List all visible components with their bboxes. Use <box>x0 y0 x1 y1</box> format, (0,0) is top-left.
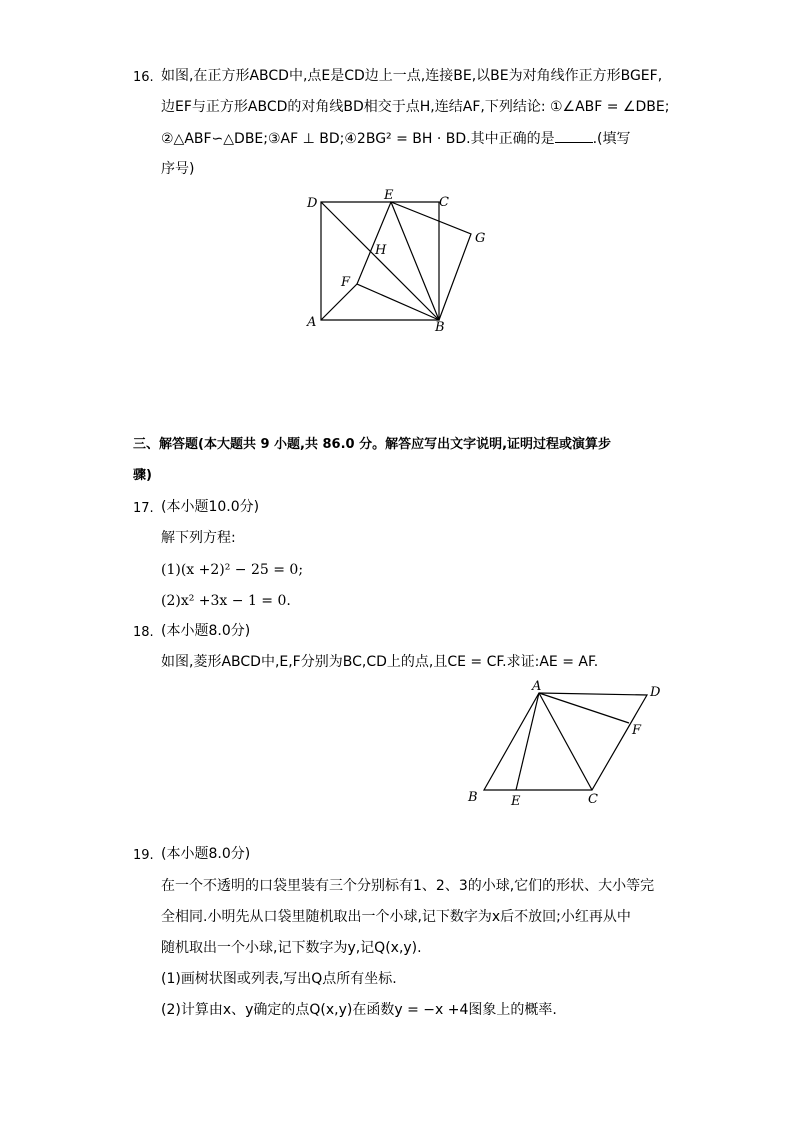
q19-item1: (1)画树状图或列表,写出Q点所有坐标. <box>161 971 397 987</box>
q16-text-line3a: ②△ABF∽△DBE;③AF ⊥ BD;④2BG² = BH · BD.其中正确的是 <box>161 131 555 147</box>
q16-text-line2: 边EF与正方形ABCD的对角线BD相交于点H,连结AF,下列结论: ①∠ABF = ∠DBE; <box>161 99 670 115</box>
label-h: H <box>375 243 387 258</box>
label-f: F <box>341 275 351 290</box>
label-b: B <box>468 790 478 805</box>
q19-number: 19. <box>133 848 154 863</box>
q16-number: 16. <box>133 70 154 85</box>
label-a: A <box>307 315 317 330</box>
label-g: G <box>475 231 486 246</box>
section3-heading-line1: 三、解答题(本大题共 9 小题,共 86.0 分。解答应写出文字说明,证明过程或演算步 <box>133 437 612 452</box>
label-f: F <box>632 723 642 738</box>
q18-number: 18. <box>133 625 154 640</box>
q19-score: (本小题8.0分) <box>161 846 251 862</box>
q17-score: (本小题10.0分) <box>161 499 260 515</box>
q16-text-line4: 序号) <box>161 161 195 177</box>
section3-heading-line2: 骤) <box>133 468 152 483</box>
q17-prompt: 解下列方程: <box>161 530 236 546</box>
label-b: B <box>435 320 445 335</box>
q16-text-line3b: .(填写 <box>592 131 631 147</box>
label-a: A <box>532 679 542 694</box>
q17-item2: (2)x² +3x − 1 = 0. <box>161 593 291 609</box>
q19-text-line1: 在一个不透明的口袋里装有三个分别标有1、2、3的小球,它们的形状、大小等完 <box>161 878 655 894</box>
label-e: E <box>511 794 521 809</box>
q18-text: 如图,菱形ABCD中,E,F分别为BC,CD上的点,且CE = CF.求证:AE = AF. <box>161 654 599 670</box>
label-d: D <box>307 196 318 211</box>
q19-text-line2: 全相同.小明先从口袋里随机取出一个小球,记下数字为x后不放回;小红再从中 <box>161 909 631 925</box>
q17-item1: (1)(x +2)² − 25 = 0; <box>161 562 304 578</box>
label-d: D <box>650 685 661 700</box>
q18-score: (本小题8.0分) <box>161 623 251 639</box>
segment-ae <box>516 693 539 790</box>
label-e: E <box>384 188 394 203</box>
label-c: C <box>588 792 598 807</box>
label-c: C <box>439 195 449 210</box>
q19-text-line3: 随机取出一个小球,记下数字为y,记Q(x,y). <box>161 940 422 956</box>
q16-text-line1: 如图,在正方形ABCD中,点E是CD边上一点,连接BE,以BE为对角线作正方形BGEF, <box>161 68 663 84</box>
q17-number: 17. <box>133 501 154 516</box>
q19-item2: (2)计算由x、y确定的点Q(x,y)在函数y = −x +4图象上的概率. <box>161 1002 557 1018</box>
